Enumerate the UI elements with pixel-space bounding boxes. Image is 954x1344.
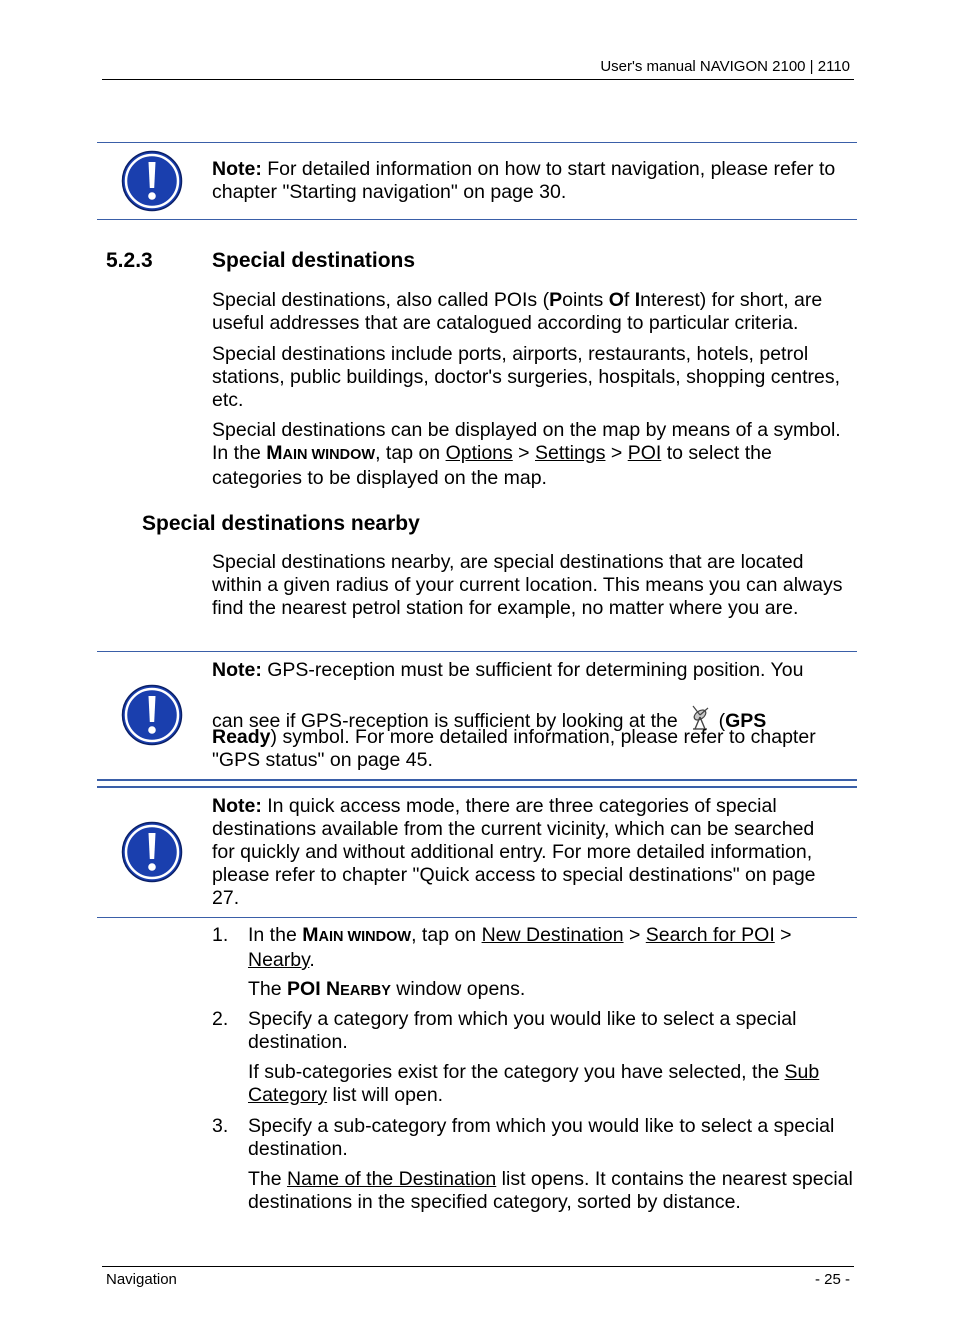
poi-link: POI xyxy=(627,442,662,464)
note-rule xyxy=(97,142,857,143)
paragraph: Special destinations can be displayed on the map by means of a symbol. In the MAIN WINDOW, tap on Options > Settings > POI to select the categories to be displayed on the map. xyxy=(212,419,841,489)
nearby-link: Nearby xyxy=(248,949,310,971)
note-rule xyxy=(97,651,857,652)
step-number: 2. xyxy=(212,1008,229,1030)
exclamation-note-icon xyxy=(121,821,183,883)
note-rule xyxy=(97,219,857,220)
step-result: If sub-categories exist for the category you have selected, the Sub Category list will open. xyxy=(248,1061,820,1106)
subsection-title: Special destinations nearby xyxy=(142,512,420,535)
name-of-destination-link: Name of the Destination xyxy=(287,1168,497,1190)
step-text: Specify a category from which you would like to select a special destination. xyxy=(248,1008,797,1053)
note-rule xyxy=(97,779,857,781)
new-destination-link: New Destination xyxy=(481,924,624,946)
step-number: 1. xyxy=(212,924,229,946)
section-title: Special destinations xyxy=(212,249,416,272)
step-number: 3. xyxy=(212,1115,229,1137)
note-rule xyxy=(97,786,857,788)
note-2-line-1: Note: GPS-reception must be sufficient for determining position. You xyxy=(212,659,804,681)
paragraph: Special destinations nearby, are special destinations that are located within a given radius of your current location. This means you can always find the nearest petrol station for example, no matter where you are. xyxy=(212,551,843,619)
paragraph: Special destinations include ports, airports, restaurants, hotels, petrol stations, public buildings, doctor's surgeries, hospitals, shopping centres, etc. xyxy=(212,343,841,411)
header-divider xyxy=(102,79,854,80)
settings-link: Settings xyxy=(535,442,606,464)
step-text: Specify a sub-category from which you would like to select a special destination. xyxy=(248,1115,835,1160)
step-text: In the MAIN WINDOW, tap on New Destination > Search for POI > Nearby. xyxy=(248,924,792,971)
sub-category-link: Sub Category xyxy=(248,1061,820,1106)
note-text: For detailed information on how to start navigation, please refer to chapter "Starting navigation" on page 30. xyxy=(212,158,836,203)
exclamation-note-icon xyxy=(121,150,183,212)
step-result: The POI NEARBY window opens. xyxy=(248,978,526,1000)
note-2-line-2: can see if GPS-reception is sufficient by looking at the (GPS xyxy=(212,703,852,733)
search-for-poi-link: Search for POI xyxy=(645,924,775,946)
paragraph: Special destinations, also called POIs (Points Of Interest) for short, are useful addresses that are catalogued according to particular criteria. xyxy=(212,289,823,334)
page-number: - 25 - xyxy=(814,1271,850,1288)
note-1 xyxy=(212,158,852,204)
options-link: Options xyxy=(445,442,513,464)
header-title: User's manual NAVIGON 2100 | 2110 xyxy=(600,58,850,75)
footer-divider xyxy=(102,1266,854,1267)
note-2-line-3: Ready) symbol. For more detailed information, please refer to chapter "GPS status" on page 45. xyxy=(212,726,816,771)
note-3: Note: In quick access mode, there are three categories of special destinations available from the current vicinity, which can be searched for quickly and without additional entry. For more detailed information, please refer to chapter "Quick access to special destinations" on page 27. xyxy=(212,795,816,909)
footer-chapter: Navigation xyxy=(106,1271,177,1288)
exclamation-note-icon xyxy=(121,684,183,746)
step-result: The Name of the Destination list opens. It contains the nearest special destinations in the specified category, sorted by distance. xyxy=(248,1168,853,1213)
note-label: Note: xyxy=(212,158,262,180)
note-rule xyxy=(97,917,857,918)
section-number: 5.2.3 xyxy=(106,249,153,272)
